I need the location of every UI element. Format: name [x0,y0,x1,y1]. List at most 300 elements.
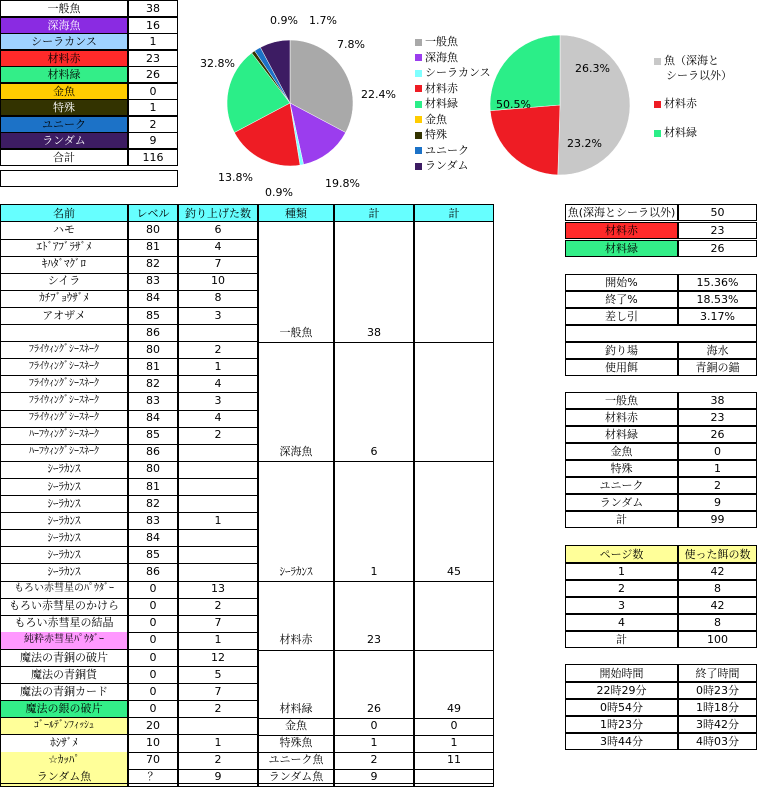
main-cell[interactable] [414,632,494,650]
main-cell[interactable]: 0 [128,684,178,702]
main-cell[interactable] [414,479,494,497]
bait-used[interactable]: 100 [678,631,757,648]
main-cell[interactable]: 深海魚 [258,444,334,462]
main-cell[interactable]: もろい赤彗星のかけら [0,598,128,616]
main-cell[interactable] [178,564,258,582]
main-header[interactable]: 名前 [0,204,128,222]
main-cell[interactable] [258,530,334,548]
bait-used[interactable]: 8 [678,614,757,631]
main-cell[interactable] [334,667,414,685]
place-value[interactable]: 海水 [678,342,757,359]
main-cell[interactable] [258,479,334,497]
main-cell[interactable]: 特殊魚 [258,735,334,753]
main-cell[interactable]: 4 [178,239,258,257]
main-cell[interactable] [258,342,334,360]
summary-value[interactable]: 16 [128,17,178,34]
main-cell[interactable]: 魔法の青銅カード [0,684,128,702]
main-cell[interactable]: 83 [128,513,178,531]
main-cell[interactable]: 3 [178,308,258,326]
start-time[interactable]: 22時29分 [565,682,678,699]
count-label[interactable]: ユニーク [565,477,678,494]
summary-label[interactable]: ユニーク [0,116,128,133]
main-cell[interactable] [334,598,414,616]
main-cell[interactable] [414,650,494,668]
main-cell[interactable]: ﾎｼｻﾞﾒ [0,735,128,753]
end-time[interactable]: 4時03分 [678,733,757,750]
summary-label[interactable]: 金魚 [0,83,128,100]
main-cell[interactable]: 82 [128,256,178,274]
main-cell[interactable] [258,496,334,514]
count-value[interactable]: 23 [678,409,757,426]
main-cell[interactable]: 20 [128,718,178,736]
main-cell[interactable]: 1 [178,513,258,531]
main-cell[interactable] [258,308,334,326]
main-cell[interactable]: 0 [334,718,414,736]
rate-label[interactable]: 差し引 [565,308,678,325]
main-cell[interactable] [334,684,414,702]
main-cell[interactable]: 2 [178,342,258,360]
main-cell[interactable]: 10 [178,273,258,291]
main-cell[interactable] [414,769,494,787]
main-cell[interactable] [414,376,494,394]
main-cell[interactable]: ☆ｶｯﾊﾟ [0,752,128,770]
main-cell[interactable]: ﾌﾗｲｳｨﾝｸﾞｼｰｽﾈｰｸ [0,359,128,377]
fish-type-value[interactable]: 50 [678,204,757,221]
main-cell[interactable] [258,547,334,565]
main-cell[interactable]: 2 [334,752,414,770]
rate-value[interactable]: 18.53% [678,291,757,308]
rate-value[interactable]: 3.17% [678,308,757,325]
main-cell[interactable]: 85 [128,308,178,326]
main-cell[interactable]: もろい赤彗星のﾊﾟｳﾀﾞｰ [0,581,128,599]
main-cell[interactable]: 7 [178,684,258,702]
main-cell[interactable] [178,496,258,514]
main-cell[interactable]: 81 [128,239,178,257]
summary-label[interactable]: ランダム [0,132,128,149]
main-cell[interactable]: 85 [128,427,178,445]
main-header[interactable]: レベル [128,204,178,222]
main-cell[interactable] [178,530,258,548]
main-cell[interactable] [334,342,414,360]
bait-used[interactable]: 42 [678,597,757,614]
main-cell[interactable] [414,598,494,616]
summary-label[interactable]: 深海魚 [0,17,128,34]
main-cell[interactable]: ﾌﾗｲｳｨﾝｸﾞｼｰｽﾈｰｸ [0,393,128,411]
main-cell[interactable] [334,222,414,240]
main-cell[interactable]: ｼｰﾗｶﾝｽ [0,479,128,497]
legend-label: 金魚 [425,112,447,126]
main-cell[interactable]: シイラ [0,273,128,291]
main-header[interactable]: 釣り上げた数 [178,204,258,222]
count-label[interactable]: 材料赤 [565,409,678,426]
main-cell[interactable] [414,359,494,377]
pie-data-label: 19.8% [325,177,360,190]
summary-value[interactable]: 23 [128,50,178,67]
main-cell[interactable]: ランダム魚 [258,769,334,787]
main-cell[interactable]: ｼｰﾗｶﾝｽ [0,564,128,582]
main-cell[interactable] [334,290,414,308]
summary-label[interactable]: 合計 [0,149,128,166]
main-cell[interactable] [258,650,334,668]
main-cell[interactable]: 80 [128,461,178,479]
main-cell[interactable]: 純粋赤彗星ﾊﾟｳﾀﾞｰ [0,632,128,650]
main-cell[interactable] [334,376,414,394]
main-cell[interactable]: 9 [178,769,258,787]
main-cell[interactable]: 0 [128,632,178,650]
summary-value[interactable]: 38 [128,0,178,17]
main-cell[interactable]: ﾊｰﾌｳｨﾝｸﾞｼｰｽﾈｰｸ [0,444,128,462]
main-cell[interactable]: 1 [178,632,258,650]
count-value[interactable]: 99 [678,511,757,528]
main-cell[interactable] [258,239,334,257]
main-header[interactable]: 種類 [258,204,334,222]
main-cell[interactable] [334,359,414,377]
main-cell[interactable]: ランダム魚 [0,769,128,787]
main-cell[interactable]: ｺﾞｰﾙﾃﾞﾝﾌｨｯｼｭ [0,718,128,736]
bait-used[interactable]: 42 [678,563,757,580]
main-cell[interactable] [414,393,494,411]
main-cell[interactable]: ｷﾊﾀﾞﾏｸﾞﾛ [0,256,128,274]
main-cell[interactable] [334,410,414,428]
main-cell[interactable]: 3 [178,393,258,411]
main-cell[interactable]: 84 [128,410,178,428]
main-cell[interactable]: 82 [128,376,178,394]
main-cell[interactable]: 0 [128,701,178,719]
page-number[interactable]: 1 [565,563,678,580]
main-cell[interactable] [258,256,334,274]
summary-label[interactable]: 材料赤 [0,50,128,67]
legend-swatch [415,85,422,92]
count-label[interactable]: ランダム [565,494,678,511]
start-time[interactable]: 3時44分 [565,733,678,750]
main-header[interactable]: 計 [414,204,494,222]
main-cell[interactable]: 魔法の青銅の破片 [0,650,128,668]
main-cell[interactable] [414,410,494,428]
main-cell[interactable]: 86 [128,325,178,343]
main-cell[interactable]: 45 [414,564,494,582]
main-cell[interactable]: 1 [414,735,494,753]
main-cell[interactable]: 0 [128,581,178,599]
main-cell[interactable] [178,444,258,462]
group-separator [258,342,494,343]
main-cell[interactable] [258,359,334,377]
main-cell[interactable] [334,393,414,411]
main-cell[interactable]: ｴﾄﾞｱﾌﾞﾗｻﾞﾒ [0,239,128,257]
main-cell[interactable] [334,256,414,274]
place-value[interactable]: 青銅の錨 [678,359,757,376]
place-label[interactable]: 使用餌 [565,359,678,376]
main-cell[interactable]: 6 [334,444,414,462]
summary-value[interactable]: 26 [128,66,178,83]
main-cell[interactable] [414,290,494,308]
main-cell[interactable]: ｶﾁﾌﾞｮｳｻﾞﾒ [0,290,128,308]
main-cell[interactable]: 材料赤 [258,632,334,650]
main-cell[interactable] [178,718,258,736]
main-cell[interactable] [414,256,494,274]
main-cell[interactable] [258,273,334,291]
main-cell[interactable]: 86 [128,444,178,462]
legend-label: シーラ以外） [666,69,732,82]
pages-header[interactable]: 使った餌の数 [678,545,757,563]
main-cell[interactable] [414,325,494,343]
main-cell[interactable]: ｼｰﾗｶﾝｽ [0,530,128,548]
main-cell[interactable] [178,325,258,343]
main-cell[interactable] [334,427,414,445]
legend-label: 材料緑 [664,126,697,139]
main-cell[interactable]: 81 [128,359,178,377]
main-cell[interactable] [258,290,334,308]
main-cell[interactable] [414,308,494,326]
summary-label[interactable]: 材料緑 [0,66,128,83]
count-label[interactable]: 計 [565,511,678,528]
summary-label[interactable]: 特殊 [0,99,128,116]
pie-legend-item [415,95,458,111]
main-cell[interactable]: 10 [128,735,178,753]
fish-type-label[interactable]: 魚(深海とシーラ以外) [565,204,678,221]
summary-value[interactable]: 116 [128,149,178,166]
main-cell[interactable] [258,581,334,599]
fish-type-label[interactable]: 材料緑 [565,240,678,257]
group-separator [258,650,494,651]
place-label[interactable]: 釣り場 [565,342,678,359]
main-cell[interactable] [258,376,334,394]
main-cell[interactable]: 魔法の銀の破片 [0,701,128,719]
main-cell[interactable]: 12 [178,650,258,668]
page-number[interactable]: 4 [565,614,678,631]
pie-legend-item [415,142,469,158]
main-cell[interactable]: 2 [178,427,258,445]
main-cell[interactable]: 26 [334,701,414,719]
main-cell[interactable]: 83 [128,393,178,411]
count-label[interactable]: 特殊 [565,460,678,477]
main-cell[interactable]: ﾌﾗｲｳｨﾝｸﾞｼｰｽﾈｰｸ [0,376,128,394]
count-label[interactable]: 材料緑 [565,426,678,443]
summary-value[interactable]: 1 [128,99,178,116]
main-cell[interactable]: ﾊｰﾌｳｨﾝｸﾞｼｰｽﾈｰｸ [0,427,128,445]
summary-value[interactable]: 9 [128,132,178,149]
main-cell[interactable]: ｼｰﾗｶﾝｽ [0,513,128,531]
pie-legend-item [415,80,458,96]
count-value[interactable]: 26 [678,426,757,443]
main-cell[interactable] [414,427,494,445]
main-cell[interactable]: 23 [334,632,414,650]
main-cell[interactable]: 2 [178,701,258,719]
count-value[interactable]: 0 [678,443,757,460]
main-cell[interactable]: 84 [128,530,178,548]
rate-value[interactable]: 15.36% [678,274,757,291]
main-cell[interactable] [178,479,258,497]
bait-used[interactable]: 8 [678,580,757,597]
main-cell[interactable]: ハモ [0,222,128,240]
main-cell[interactable]: 7 [178,256,258,274]
main-cell[interactable] [414,615,494,633]
main-cell[interactable] [414,461,494,479]
main-cell[interactable] [414,273,494,291]
main-cell[interactable]: 8 [178,290,258,308]
main-cell[interactable]: 材料緑 [258,701,334,719]
main-cell[interactable]: 魔法の青銅貨 [0,667,128,685]
main-header[interactable]: 計 [334,204,414,222]
main-cell[interactable]: 49 [414,701,494,719]
count-label[interactable]: 一般魚 [565,392,678,409]
time-header[interactable]: 終了時間 [678,664,757,682]
main-cell[interactable] [258,393,334,411]
main-cell[interactable]: 0 [128,615,178,633]
main-cell[interactable] [258,598,334,616]
main-cell[interactable]: 11 [414,752,494,770]
pie-data-label: 26.3% [575,62,610,75]
main-cell[interactable]: ﾌﾗｲｳｨﾝｸﾞｼｰｽﾈｰｸ [0,342,128,360]
main-cell[interactable] [0,325,128,343]
main-cell[interactable]: 0 [128,667,178,685]
main-cell[interactable] [334,513,414,531]
count-value[interactable]: 38 [678,392,757,409]
main-cell[interactable] [414,496,494,514]
main-cell[interactable]: 84 [128,290,178,308]
time-header[interactable]: 開始時間 [565,664,678,682]
main-cell[interactable] [414,667,494,685]
main-cell[interactable] [334,479,414,497]
group-separator [258,752,494,753]
main-cell[interactable] [334,547,414,565]
main-cell[interactable]: 0 [128,650,178,668]
main-cell[interactable] [334,615,414,633]
main-cell[interactable]: 85 [128,547,178,565]
main-cell[interactable]: もろい赤彗星の結晶 [0,615,128,633]
main-cell[interactable]: 82 [128,496,178,514]
start-time[interactable]: 0時54分 [565,699,678,716]
main-cell[interactable]: 80 [128,342,178,360]
main-cell[interactable]: 13 [178,581,258,599]
main-cell[interactable]: ﾌﾗｲｳｨﾝｸﾞｼｰｽﾈｰｸ [0,410,128,428]
fish-type-value[interactable]: 23 [678,222,757,239]
main-cell[interactable] [414,581,494,599]
main-cell[interactable] [258,513,334,531]
rate-label[interactable]: 終了% [565,291,678,308]
main-cell[interactable]: 6 [178,222,258,240]
pie-legend-item [415,64,491,80]
pages-header[interactable]: ページ数 [565,545,678,563]
main-cell[interactable]: 2 [178,598,258,616]
summary-label[interactable]: 一般魚 [0,0,128,17]
main-cell[interactable]: 1 [334,735,414,753]
main-cell[interactable]: 81 [128,479,178,497]
main-cell[interactable] [334,581,414,599]
end-time[interactable]: 1時18分 [678,699,757,716]
main-cell[interactable] [414,222,494,240]
count-label[interactable]: 金魚 [565,443,678,460]
main-cell[interactable] [258,410,334,428]
page-number[interactable]: 計 [565,631,678,648]
blank-row[interactable] [565,325,757,342]
main-cell[interactable] [414,547,494,565]
main-cell[interactable] [334,308,414,326]
main-cell[interactable]: 86 [128,564,178,582]
main-cell[interactable]: 7 [178,615,258,633]
legend-label: 材料赤 [664,97,697,110]
main-cell[interactable]: ｼｰﾗｶﾝｽ [0,547,128,565]
main-cell[interactable]: 4 [178,410,258,428]
legend-label: シーラカンス [425,66,491,79]
count-value[interactable]: 1 [678,460,757,477]
main-cell[interactable]: 70 [128,752,178,770]
legend-swatch [415,70,422,77]
main-cell[interactable] [334,461,414,479]
main-cell[interactable]: 金魚 [258,718,334,736]
main-cell[interactable] [258,684,334,702]
main-cell[interactable]: ｼｰﾗｶﾝｽ [0,496,128,514]
main-cell[interactable] [334,273,414,291]
main-cell[interactable] [334,239,414,257]
count-value[interactable]: 9 [678,494,757,511]
main-cell[interactable]: 4 [178,376,258,394]
summary-value[interactable]: 2 [128,116,178,133]
legend-swatch [415,147,422,154]
main-cell[interactable]: 1 [178,735,258,753]
pie-legend-item [415,157,469,173]
page-number[interactable]: 3 [565,597,678,614]
main-cell[interactable] [414,513,494,531]
main-cell[interactable]: 1 [334,564,414,582]
end-time[interactable]: 3時42分 [678,716,757,733]
main-cell[interactable] [414,530,494,548]
group-separator [258,461,494,462]
main-cell[interactable]: ？ [128,769,178,787]
main-cell[interactable] [258,615,334,633]
main-cell[interactable]: ｼｰﾗｶﾝｽ [0,461,128,479]
main-cell[interactable] [334,650,414,668]
main-cell[interactable]: 0 [128,598,178,616]
pie-legend-item [654,95,697,111]
end-time[interactable]: 0時23分 [678,682,757,699]
main-cell[interactable] [414,342,494,360]
main-cell[interactable] [258,461,334,479]
main-cell[interactable]: 0 [414,718,494,736]
main-cell[interactable] [414,444,494,462]
main-cell[interactable] [334,530,414,548]
count-value[interactable]: 2 [678,477,757,494]
main-cell[interactable] [334,496,414,514]
main-cell[interactable]: 80 [128,222,178,240]
main-cell[interactable]: 9 [334,769,414,787]
main-cell[interactable] [258,427,334,445]
main-cell[interactable]: 2 [178,752,258,770]
main-cell[interactable]: ｼｰﾗｶﾝｽ [258,564,334,582]
fish-type-value[interactable]: 26 [678,240,757,257]
main-cell[interactable] [178,461,258,479]
main-cell[interactable] [414,684,494,702]
main-cell[interactable]: 一般魚 [258,325,334,343]
start-time[interactable]: 1時23分 [565,716,678,733]
summary-value[interactable]: 0 [128,83,178,100]
main-cell[interactable]: アオザメ [0,308,128,326]
page-number[interactable]: 2 [565,580,678,597]
summary-value[interactable]: 1 [128,33,178,50]
rate-label[interactable]: 開始% [565,274,678,291]
main-cell[interactable] [258,667,334,685]
main-cell[interactable] [414,239,494,257]
main-cell[interactable]: 38 [334,325,414,343]
fish-type-label[interactable]: 材料赤 [565,222,678,239]
pie-legend-item [415,126,447,142]
main-cell[interactable]: 83 [128,273,178,291]
main-cell[interactable] [258,222,334,240]
main-cell[interactable]: 1 [178,359,258,377]
main-cell[interactable] [178,547,258,565]
main-cell[interactable]: ユニーク魚 [258,752,334,770]
main-cell[interactable]: 5 [178,667,258,685]
summary-label[interactable]: シーラカンス [0,33,128,50]
